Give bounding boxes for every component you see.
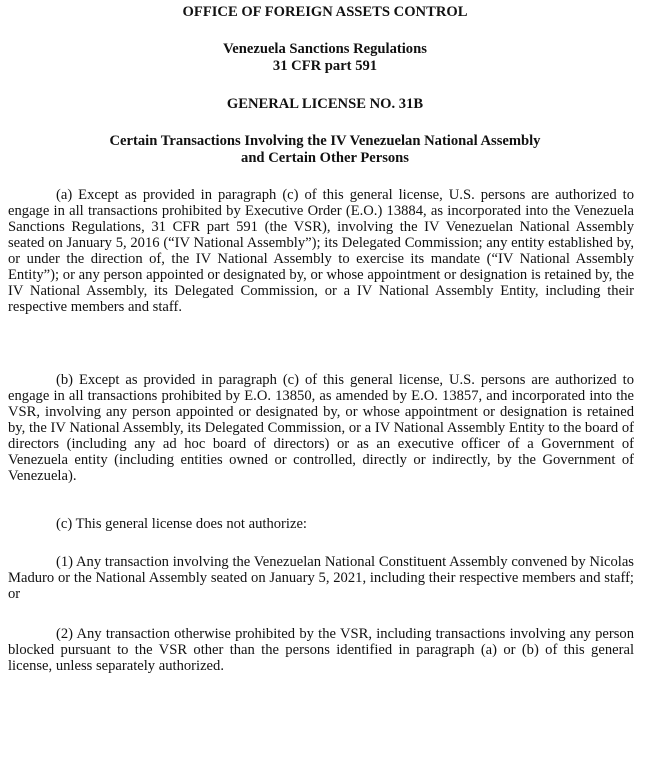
license-number-heading: GENERAL LICENSE NO. 31B <box>226 96 424 112</box>
cfr-citation: 31 CFR part 591 <box>272 58 378 74</box>
regulations-heading <box>8 41 642 75</box>
paragraph-c-2: (2) Any transaction otherwise prohibited by the VSR, including transactions involving any person blocked pursuant to the VSR other than the persons identified in paragraph (a) or (b) of this general license, unless separately authorized. <box>8 626 634 674</box>
subject-line-2: and Certain Other Persons <box>241 150 409 166</box>
subject-line-1: Certain Transactions Involving the IV Venezuelan National Assembly <box>109 133 541 149</box>
regulations-title: Venezuela Sanctions Regulations <box>223 41 427 57</box>
paragraph-b: (b) Except as provided in paragraph (c) of this general license, U.S. persons are authorized to engage in all transactions prohibited by E.O. 13850, as amended by E.O. 13857, and incorporated into the VSR, involving any person appointed or designated by, or whose appointment or designation is retained by, the IV National Assembly, its Delegated Commission, or a IV National Assembly Entity to the board of directors (including any ad hoc board of directors) or as an executive officer of a Government of Venezuela entity (including entities owned or controlled, directly or indirectly, by the Government of Venezuela). <box>8 372 634 484</box>
paragraph-c: (c) This general license does not authorize: <box>56 516 307 532</box>
subject-heading <box>8 133 642 167</box>
office-heading: OFFICE OF FOREIGN ASSETS CONTROL <box>182 4 468 20</box>
paragraph-a: (a) Except as provided in paragraph (c) of this general license, U.S. persons are authorized to engage in all transactions prohibited by Executive Order (E.O.) 13884, as incorporated into the Venezuela Sanctions Regulations, 31 CFR part 591 (the VSR), involving the IV Venezuelan National Assembly seated on January 5, 2016 (“IV National Assembly”); its Delegated Commission; any entity established by, or under the direction of, the IV National Assembly to exercise its mandate (“IV National Assembly Entity”); or any person appointed or designated by, or whose appointment or designation is retained by, the IV National Assembly, its Delegated Commission, or a IV National Assembly Entity, including their respective members and staff. <box>8 187 634 315</box>
paragraph-c-1: (1) Any transaction involving the Venezuelan National Constituent Assembly convened by Nicolas Maduro or the National Assembly seated on January 5, 2021, including their respective members and staff; or <box>8 554 634 602</box>
